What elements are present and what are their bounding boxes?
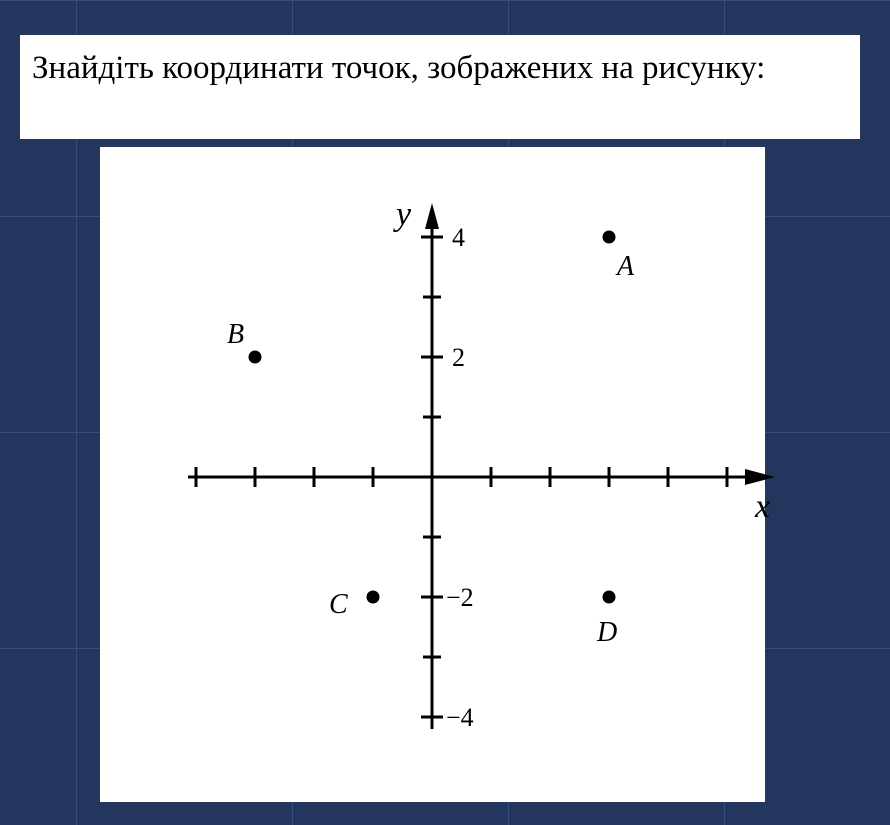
axes [188, 203, 775, 729]
point-d [603, 591, 616, 604]
point-label-c: C [329, 589, 348, 620]
y-axis-arrow [425, 203, 439, 229]
coordinate-figure [100, 147, 771, 802]
x-axis-label: x [755, 488, 771, 525]
point-c [367, 591, 380, 604]
x-axis-arrow [745, 469, 775, 485]
question-box [20, 35, 860, 139]
coordinate-plane [100, 147, 771, 802]
point-a [603, 231, 616, 244]
point-label-b: B [227, 319, 245, 350]
y-tick-label: −2 [446, 583, 474, 612]
y-tick-label: 4 [452, 223, 465, 252]
point-label-d: D [597, 617, 618, 648]
question-text: Знайдіть координати точок, зображених на рисунку: [32, 50, 766, 86]
y-tick-label: −4 [446, 703, 474, 732]
point-b [249, 351, 262, 364]
y-tick-label: 2 [452, 343, 465, 372]
point-label-a: A [617, 251, 635, 282]
y-axis-label: y [396, 196, 412, 233]
